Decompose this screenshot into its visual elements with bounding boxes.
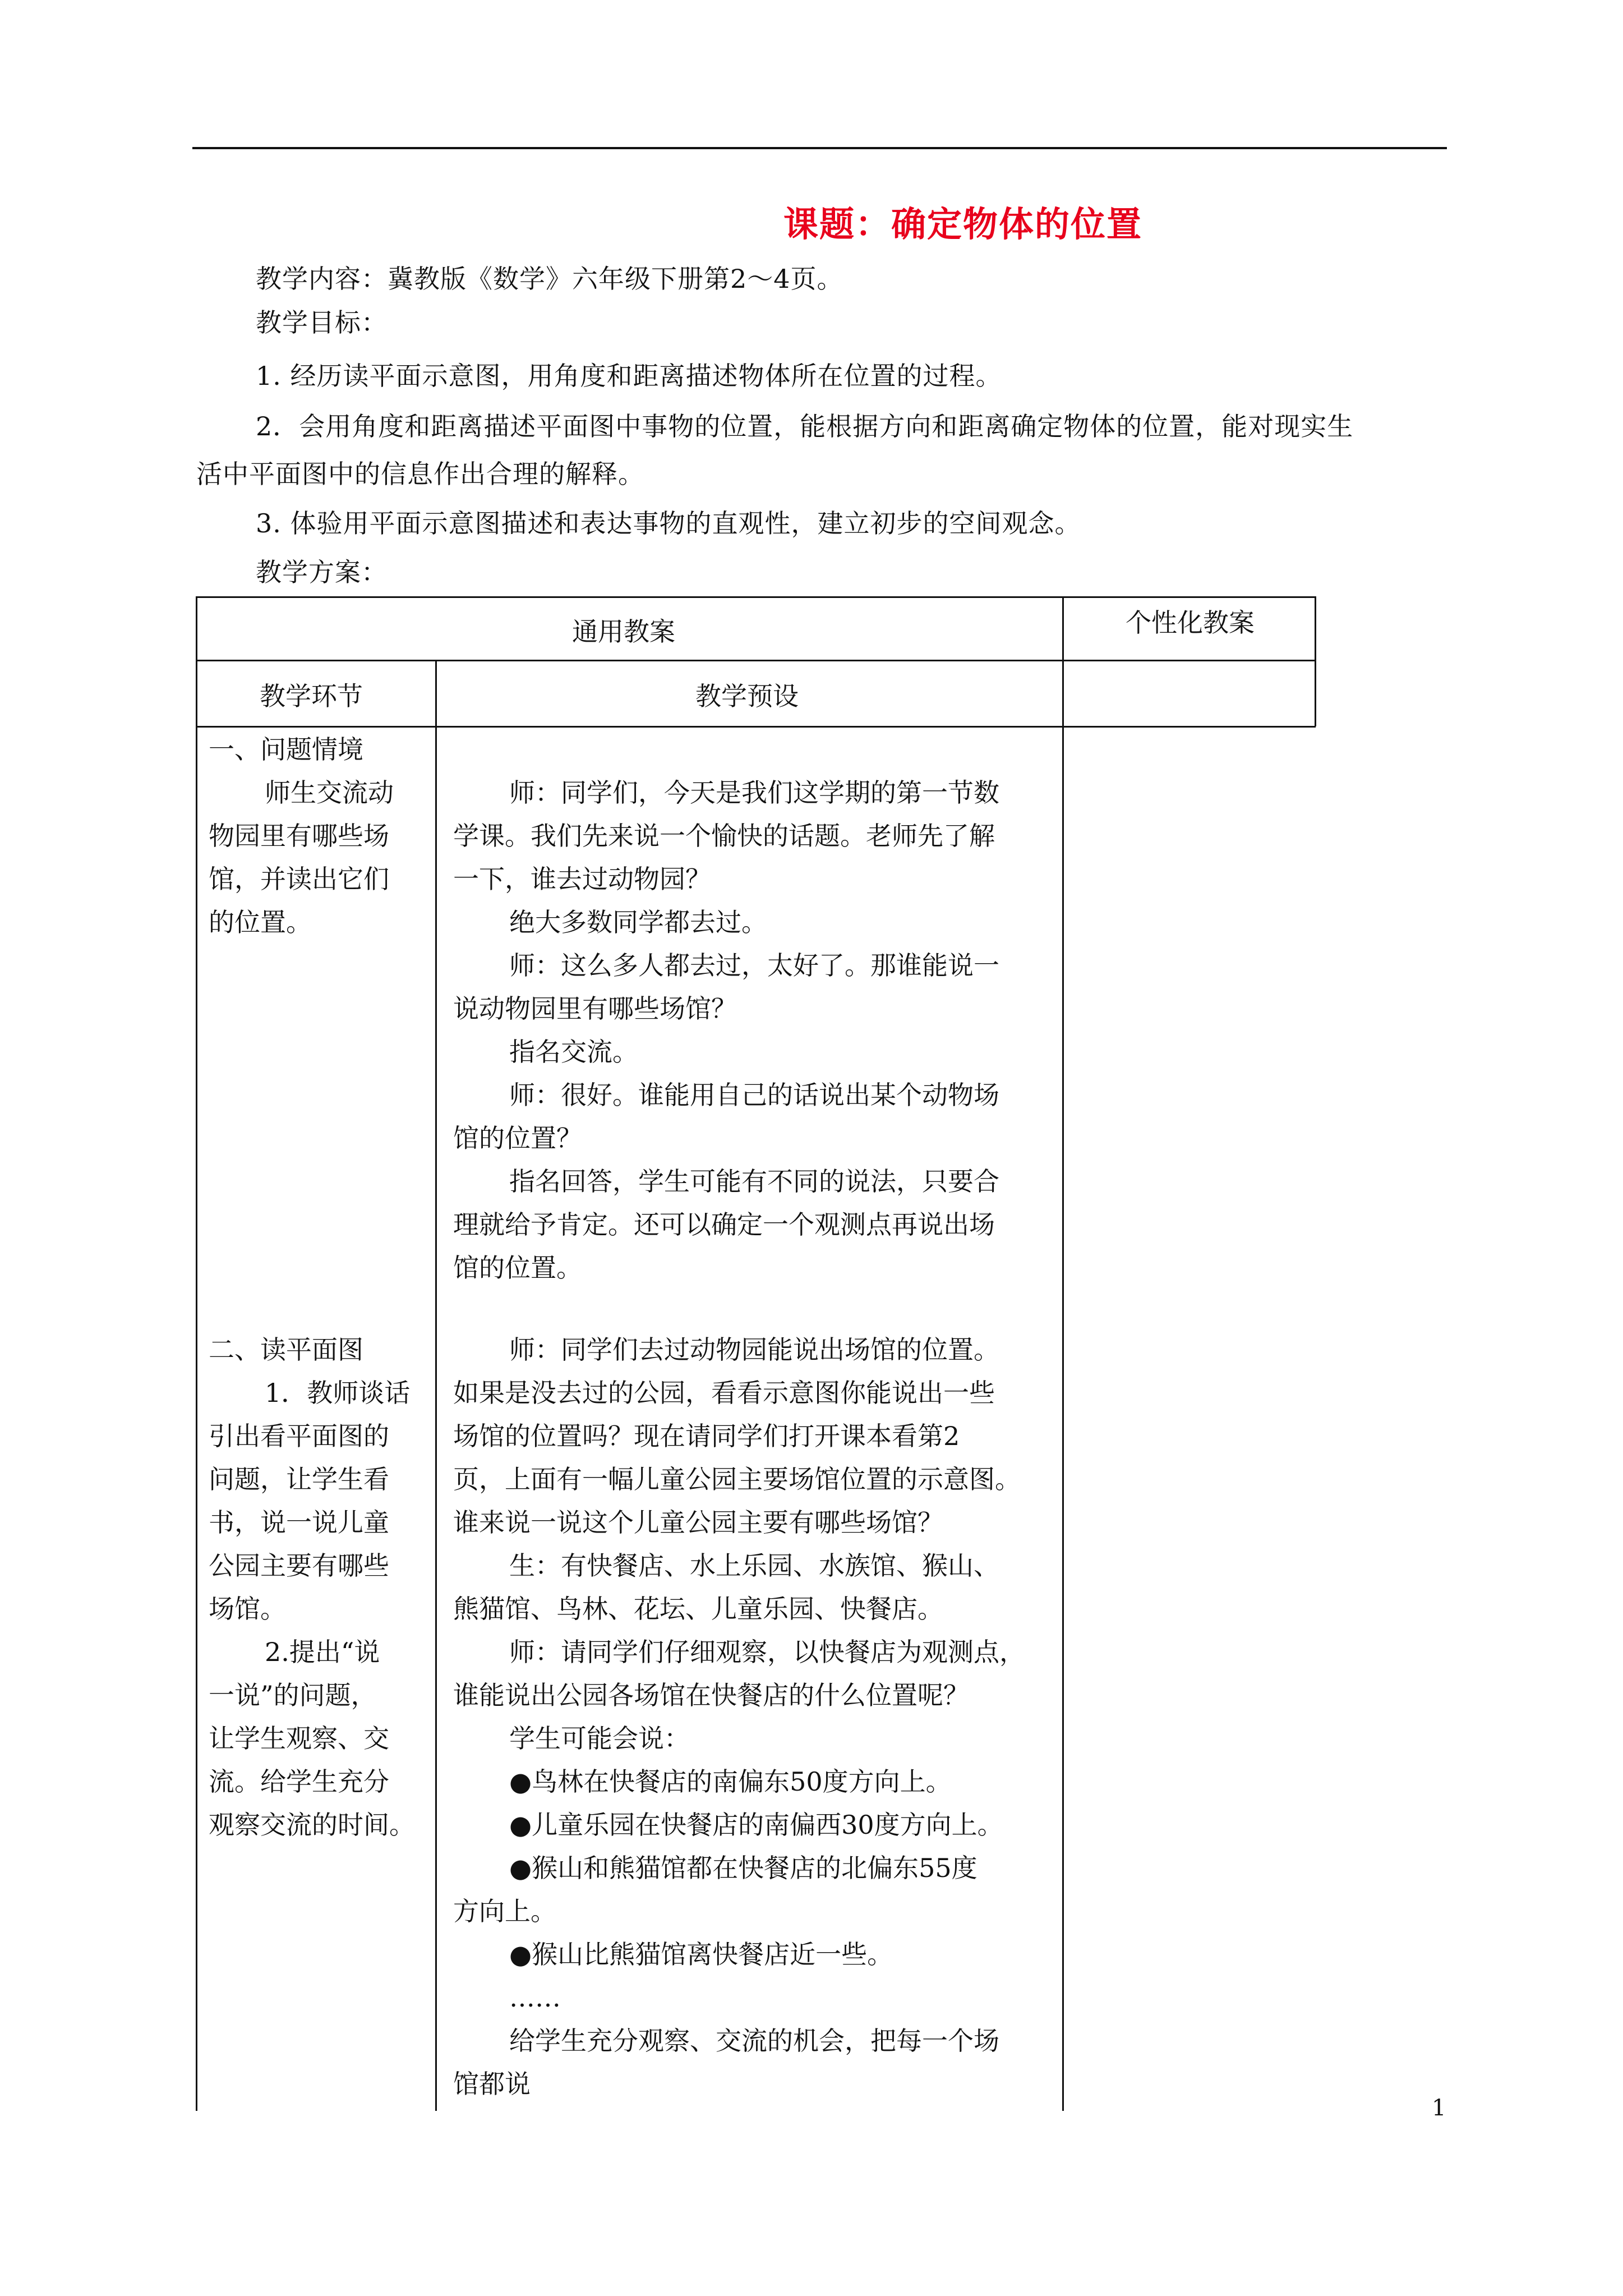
header-rule xyxy=(192,147,1447,149)
stage-1-desc-line: 师生交流动 xyxy=(265,777,394,808)
dialog-line: ●猴山和熊猫馆都在快餐店的北偏东55度 xyxy=(509,1853,978,1883)
dialog-line: 师：这么多人都去过，太好了。那谁能说一 xyxy=(509,950,999,981)
goal-1: 1. 经历读平面示意图，用角度和距离描述物体所在位置的过程。 xyxy=(256,361,1002,391)
table-left-border xyxy=(196,596,197,2111)
stage-2 xyxy=(209,1328,433,1847)
dialog-line: 师：同学们去过动物园能说出场馆的位置。 xyxy=(509,1335,999,1365)
column-stage: 教学环节 xyxy=(260,681,363,711)
dialog-line: 指名回答，学生可能有不同的说法，只要合 xyxy=(509,1166,999,1197)
table-top-border xyxy=(196,596,1316,598)
dialog-line: 学课。我们先来说一个愉快的话题。老师先了解 xyxy=(453,821,995,851)
table-right-border xyxy=(1315,596,1316,726)
dialog-line: 生：有快餐店、水上乐园、水族馆、猴山、 xyxy=(509,1550,999,1581)
plan-heading: 教学方案： xyxy=(256,557,388,587)
header-personal-plan: 个性化教案 xyxy=(1126,608,1255,638)
stage-1-desc-line: 的位置。 xyxy=(209,907,312,937)
stage-2-desc-line: 1．教师谈话 xyxy=(265,1378,411,1408)
stage-1-desc-line: 物园里有哪些场 xyxy=(209,821,389,851)
goal-2: 2．会用角度和距离描述平面图中事物的位置，能根据方向和距离确定物体的位置，能对现实生 xyxy=(256,411,1354,441)
dialog-line: 师：很好。谁能用自己的话说出某个动物场 xyxy=(509,1080,999,1110)
dialog-line: 说动物园里有哪些场馆？ xyxy=(453,993,737,1024)
section-2-text xyxy=(453,1328,1059,2106)
section-1-text xyxy=(453,771,1059,1290)
column-preset: 教学预设 xyxy=(695,681,799,711)
dialog-line: 场馆的位置吗？现在请同学们打开课本看第2 xyxy=(453,1421,960,1451)
stage-1-desc-line: 馆，并读出它们 xyxy=(209,864,389,894)
dialog-line: 谁来说一说这个儿童公园主要有哪些场馆？ xyxy=(453,1507,943,1538)
dialog-line: 谁能说出公园各场馆在快餐店的什么位置呢？ xyxy=(453,1680,969,1710)
goals-heading: 教学目标： xyxy=(256,307,388,338)
stage-2-desc-line: 问题，让学生看 xyxy=(209,1464,389,1494)
teaching-content: 教学内容：冀教版《数学》六年级下册第2～4页。 xyxy=(256,264,843,294)
stage-1 xyxy=(209,728,433,944)
dialog-line: ●鸟林在快餐店的南偏东50度方向上。 xyxy=(509,1766,952,1797)
dialog-line: 馆的位置。 xyxy=(453,1253,582,1283)
dialog-line: ●儿童乐园在快餐店的南偏西30度方向上。 xyxy=(509,1810,1003,1840)
page-number: 1 xyxy=(1432,2095,1446,2121)
dialog-line: 绝大多数同学都去过。 xyxy=(509,907,767,937)
goal-3: 3. 体验用平面示意图描述和表达事物的直观性，建立初步的空间观念。 xyxy=(256,508,1081,539)
lesson-title: 课题：确定物体的位置 xyxy=(783,204,1142,245)
stage-2-desc-line: 一说”的问题， xyxy=(209,1680,377,1710)
stage-2-desc-line: 引出看平面图的 xyxy=(209,1421,389,1451)
dialog-line: 学生可能会说： xyxy=(509,1723,690,1754)
dialog-line: ●猴山比熊猫馆离快餐店近一些。 xyxy=(509,1939,893,1970)
stage-2-desc-line: 公园主要有哪些 xyxy=(209,1550,389,1581)
stage-2-desc-line: 观察交流的时间。 xyxy=(209,1810,415,1840)
goal-2-continued: 活中平面图中的信息作出合理的解释。 xyxy=(196,459,644,489)
stage-2-desc-line: 场馆。 xyxy=(209,1594,286,1624)
dialog-line: 指名交流。 xyxy=(509,1037,638,1067)
dialog-line: 页，上面有一幅儿童公园主要场馆位置的示意图。 xyxy=(453,1464,1021,1494)
dialog-line: 理就给予肯定。还可以确定一个观测点再说出场 xyxy=(453,1209,995,1240)
table-column-divider xyxy=(435,660,437,2111)
stage-2-title: 二、读平面图 xyxy=(209,1335,363,1365)
dialog-line: 师：同学们，今天是我们这学期的第一节数 xyxy=(509,777,999,808)
header-general-plan: 通用教案 xyxy=(572,616,675,647)
stage-2-desc-line: 让学生观察、交 xyxy=(209,1723,389,1754)
dialog-line: 方向上。 xyxy=(453,1896,556,1926)
stage-2-desc-line: 流。给学生充分 xyxy=(209,1766,389,1797)
dialog-line: 如果是没去过的公园，看看示意图你能说出一些 xyxy=(453,1378,995,1408)
stage-1-title: 一、问题情境 xyxy=(209,734,363,765)
stage-2-desc-line: 书，说一说儿童 xyxy=(209,1507,389,1538)
dialog-line: 给学生充分观察、交流的机会，把每一个场 xyxy=(509,2026,999,2056)
dialog-line: 一下，谁去过动物园？ xyxy=(453,864,711,894)
dialog-line: 师：请同学们仔细观察，以快餐店为观测点， xyxy=(509,1637,1025,1667)
dialog-line: 馆的位置？ xyxy=(453,1123,582,1153)
stage-2-desc-line: 2.提出“说 xyxy=(265,1637,380,1667)
table-column-divider xyxy=(1062,596,1064,2111)
dialog-line: 熊猫馆、鸟林、花坛、儿童乐园、快餐店。 xyxy=(453,1594,943,1624)
dialog-line: 馆都说 xyxy=(453,2069,531,2099)
dialog-line: …… xyxy=(509,1982,561,2013)
table-row-divider xyxy=(196,726,1316,728)
table-row-divider xyxy=(196,660,1316,661)
